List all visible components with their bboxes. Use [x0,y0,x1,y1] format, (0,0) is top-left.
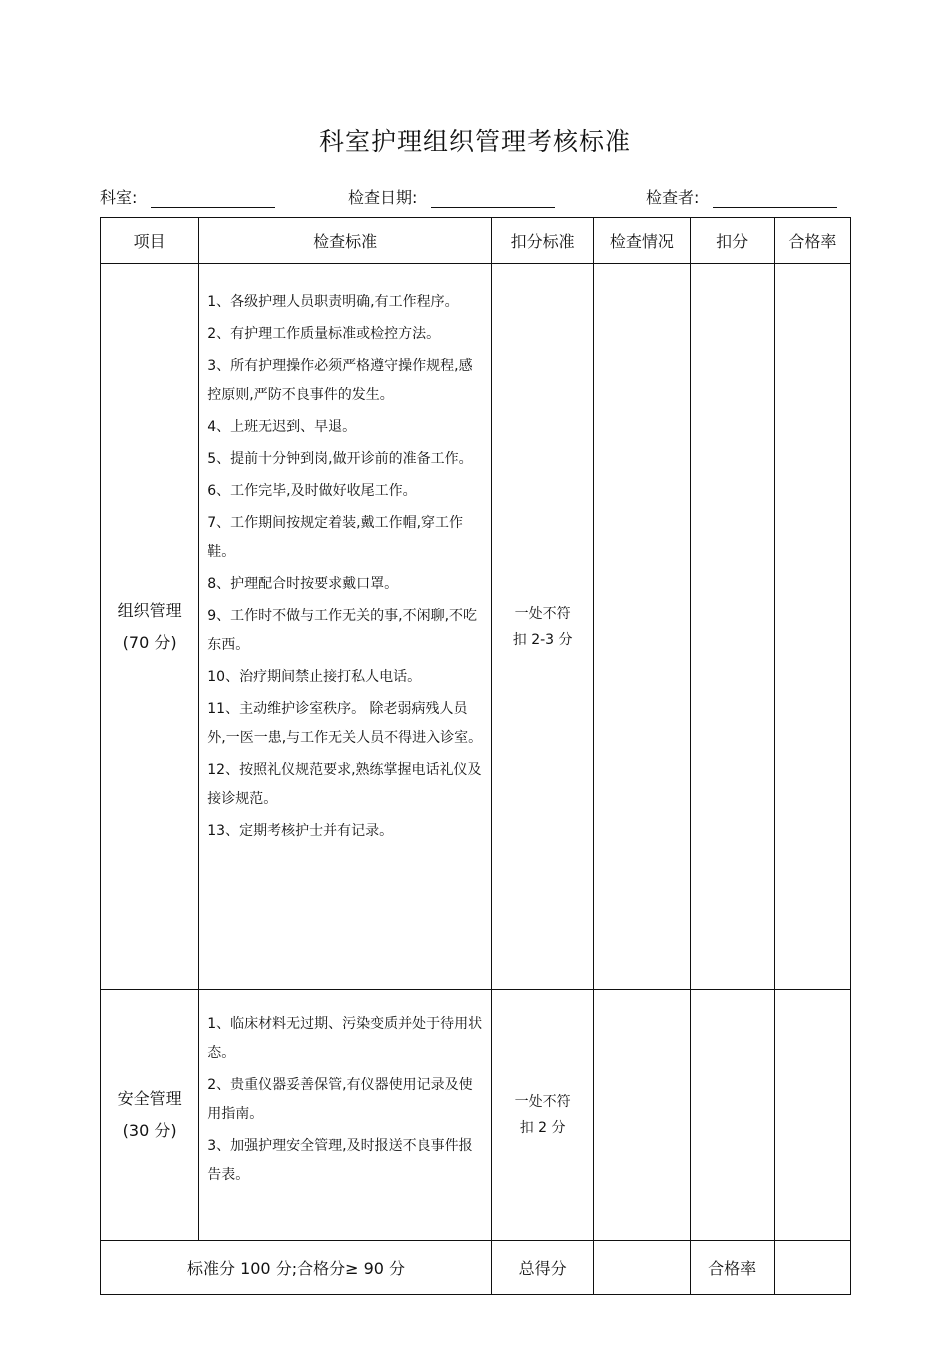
criteria-item: 10、治疗期间禁止接打私人电话。 [207,669,422,685]
deduction-line: 扣 2-3 分 [512,631,573,648]
deduction-cell[interactable] [690,264,774,990]
deduction-line: 一处不符 [514,605,571,622]
room-field[interactable] [151,189,275,208]
criteria-item: 6、工作完毕,及时做好收尾工作。 [207,483,417,499]
meta-date [348,185,555,208]
criteria-item: 3、加强护理安全管理,及时报送不良事件报告表。 [207,1138,473,1183]
criteria-cell [199,990,492,1241]
criteria-item: 9、工作时不做与工作无关的事,不闲聊,不吃东西。 [207,608,478,653]
table-row [101,990,851,1241]
header-row [101,218,851,264]
criteria-item: 5、提前十分钟到岗,做开诊前的准备工作。 [207,451,473,467]
deduction-cell[interactable] [690,990,774,1241]
table-row [101,264,851,990]
inspector-field[interactable] [713,189,837,208]
deduction-standard-cell [492,264,594,990]
meta-inspector [646,185,837,208]
meta-room [100,185,275,208]
header-inspection-status: 检查情况 [594,218,690,264]
criteria-list [207,288,483,846]
inspection-status-cell[interactable] [594,990,690,1241]
total-score-cell[interactable] [594,1241,690,1295]
criteria-item: 3、所有护理操作必须严格遵守操作规程,感控原则,严防不良事件的发生。 [207,358,473,403]
criteria-item: 12、按照礼仪规范要求,熟练掌握电话礼仪及接诊规范。 [207,762,482,807]
footer-row [101,1241,851,1295]
header-deduction-standard: 扣分标准 [492,218,594,264]
deduction-standard-cell [492,990,594,1241]
criteria-item: 1、临床材料无过期、污染变质并处于待用状态。 [207,1016,483,1061]
date-label: 检查日期: [348,188,418,207]
page-title: 科室护理组织管理考核标准 [318,127,631,156]
deduction-line: 扣 2 分 [519,1120,566,1136]
date-field[interactable] [431,189,555,208]
inspector-label: 检查者: [646,188,700,207]
category-cell [101,990,199,1241]
criteria-item: 2、有护理工作质量标准或检控方法。 [207,326,441,342]
assessment-table [100,217,851,1295]
category-points: (70 分) [122,632,177,652]
criteria-item: 11、主动维护诊室秩序。 除老弱病残人员外,一医一患,与工作无关人员不得进入诊室。 [207,701,483,746]
pass-rate-cell[interactable] [774,990,850,1241]
category-name: 组织管理 [117,600,182,620]
deduction-line: 一处不符 [514,1094,571,1110]
room-label: 科室: [100,188,138,207]
header-criteria: 检查标准 [199,218,492,264]
header-pass-rate: 合格率 [774,218,850,264]
footer-pass-rate-cell[interactable] [774,1241,850,1295]
pass-rate-cell[interactable] [774,264,850,990]
criteria-list [207,1010,483,1190]
header-item: 项目 [101,218,199,264]
category-cell [101,264,199,990]
criteria-item: 7、工作期间按规定着装,戴工作帽,穿工作鞋。 [207,515,464,560]
standard-score-cell: 标准分 100 分;合格分≥ 90 分 [101,1241,492,1295]
total-score-label: 总得分 [492,1241,594,1295]
criteria-cell [199,264,492,990]
category-points: (30 分) [122,1121,177,1140]
criteria-item: 4、上班无迟到、早退。 [207,419,357,435]
header-deduction: 扣分 [690,218,774,264]
criteria-item: 1、各级护理人员职责明确,有工作程序。 [207,294,459,310]
criteria-item: 2、贵重仪器妥善保管,有仪器使用记录及使用指南。 [207,1077,473,1122]
criteria-item: 13、定期考核护士并有记录。 [207,823,394,839]
inspection-status-cell[interactable] [594,264,690,990]
criteria-item: 8、护理配合时按要求戴口罩。 [207,576,399,592]
footer-pass-rate-label: 合格率 [690,1241,774,1295]
category-name: 安全管理 [117,1089,182,1108]
